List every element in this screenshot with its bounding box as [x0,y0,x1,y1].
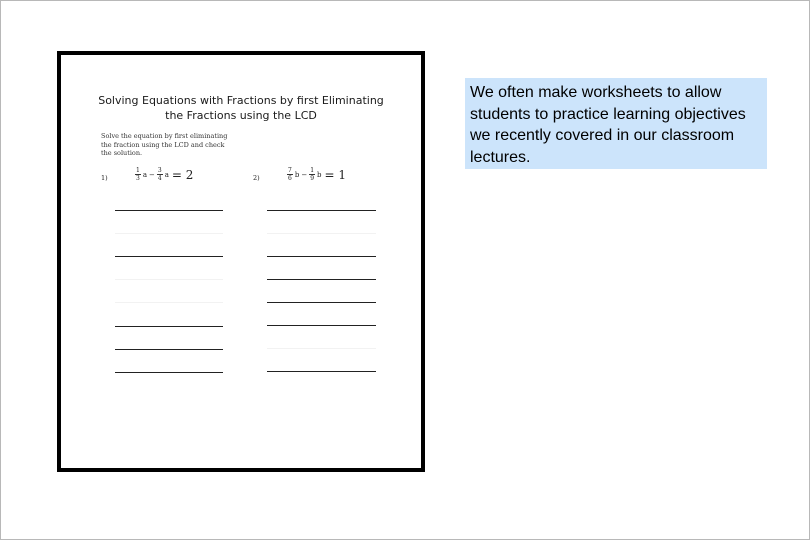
instructions-line: the fraction using the LCD and check [101,140,225,149]
variable: b [317,170,322,179]
answer-line [267,279,376,280]
answer-line [267,256,376,257]
answer-line-faint [267,348,376,349]
answer-line [267,371,376,372]
problem-equation [286,167,346,182]
operator: − [301,170,308,179]
variable: a [142,170,148,179]
fraction: $\frac{3}{4}$ [157,167,162,182]
caption-callout: We often make worksheets to allow students to practice learning objectives we recently covered in our classroom lectures. [465,78,767,169]
worksheet-title [61,93,421,123]
instructions-line: the solution. [101,149,143,157]
problem-number: 1) [101,174,108,182]
answer-line [115,326,223,327]
answer-line [115,256,223,257]
answer-line [267,325,376,326]
fraction: $\frac{1}{9}$ [310,167,315,182]
answer-line [267,302,376,303]
worksheet-image [57,51,425,472]
instructions-line: Solve the equation by first eliminating [101,132,228,140]
answer-line-faint [115,279,223,280]
problem-number: 2) [253,174,260,182]
equation-rhs: = 2 [171,167,194,182]
answer-line [115,210,223,211]
variable: a [164,170,169,179]
worksheet-title-line2: the Fractions using the LCD [165,109,317,122]
answer-line-faint [267,233,376,234]
equation-rhs: = 1 [324,167,347,182]
fraction: $\frac{1}{3}$ [136,167,140,182]
fraction: $\frac{7}{6}$ [288,167,292,182]
worksheet-title-line1: Solving Equations with Fractions by first Eliminating [98,94,384,107]
answer-line [115,372,223,373]
problem-equation [134,167,193,182]
answer-line-faint [115,233,223,234]
answer-line [115,349,223,350]
variable: b [294,170,300,179]
worksheet-instructions [101,132,241,158]
answer-line [267,210,376,211]
answer-line-faint [115,302,223,303]
operator: − [149,170,155,179]
